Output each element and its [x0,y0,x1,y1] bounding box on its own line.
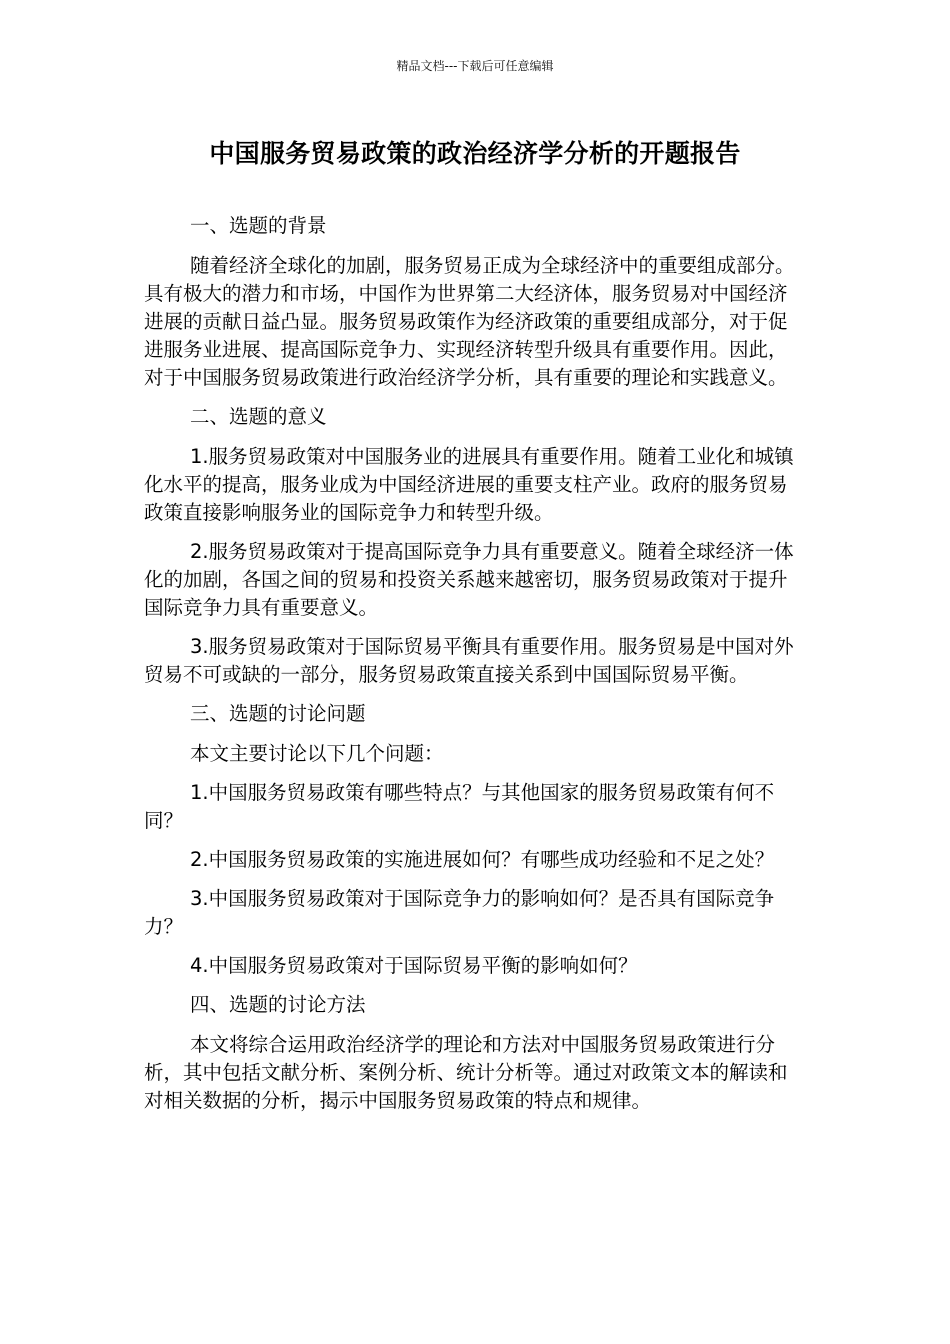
paragraph-question-4: 4.中国服务贸易政策对于国际贸易平衡的影响如何？ [190,954,638,977]
document-body [144,212,804,1126]
paragraph-significance-1: 1.服务贸易政策对中国服务业的进展具有重要作用。随着工业化和城镇化水平的提高，服务业成为中国经济进展的重要支柱产业。政府的服务贸易政策直接影响服务业的国际竞争力和转型升级。 [144,445,794,524]
paragraph-methods: 本文将综合运用政治经济学的理论和方法对中国服务贸易政策进行分析，其中包括文献分析、案例分析、统计分析等。通过对政策文本的解读和对相关数据的分析，揭示中国服务贸易政策的特点和规律。 [144,1033,788,1112]
paragraph-significance-3: 3.服务贸易政策对于国际贸易平衡具有重要作用。服务贸易是中国对外贸易不可或缺的一部分，服务贸易政策直接关系到中国国际贸易平衡。 [144,635,794,686]
section-heading-background: 一、选题的背景 [190,214,327,237]
paragraph-background: 随着经济全球化的加剧，服务贸易正成为全球经济中的重要组成部分。具有极大的潜力和市场，中国作为世界第二大经济体，服务贸易对中国经济进展的贡献日益凸显。服务贸易政策作为经济政策的重要组成部分，对于促进服务业进展、提高国际竞争力、实现经济转型升级具有重要作用。因此，对于中国服务贸易政策进行政治经济学分析，具有重要的理论和实践意义。 [144,254,795,389]
paragraph-question-1: 1.中国服务贸易政策有哪些特点？与其他国家的服务贸易政策有何不同？ [144,781,775,832]
paragraph-question-3: 3.中国服务贸易政策对于国际竞争力的影响如何？是否具有国际竞争力？ [144,887,775,938]
header-note: 精品文档---下载后可任意编辑 [396,59,554,73]
section-heading-significance: 二、选题的意义 [190,405,327,428]
document-title: 中国服务贸易政策的政治经济学分析的开题报告 [209,139,741,168]
section-heading-questions: 三、选题的讨论问题 [190,702,366,725]
paragraph-question-2: 2.中国服务贸易政策的实施进展如何？有哪些成功经验和不足之处？ [190,848,775,871]
paragraph-significance-2: 2.服务贸易政策对于提高国际竞争力具有重要意义。随着全球经济一体化的加剧，各国之间的贸易和投资关系越来越密切，服务贸易政策对于提升国际竞争力具有重要意义。 [144,540,794,619]
section-heading-methods: 四、选题的讨论方法 [190,993,366,1016]
paragraph-questions-intro: 本文主要讨论以下几个问题： [190,742,444,765]
